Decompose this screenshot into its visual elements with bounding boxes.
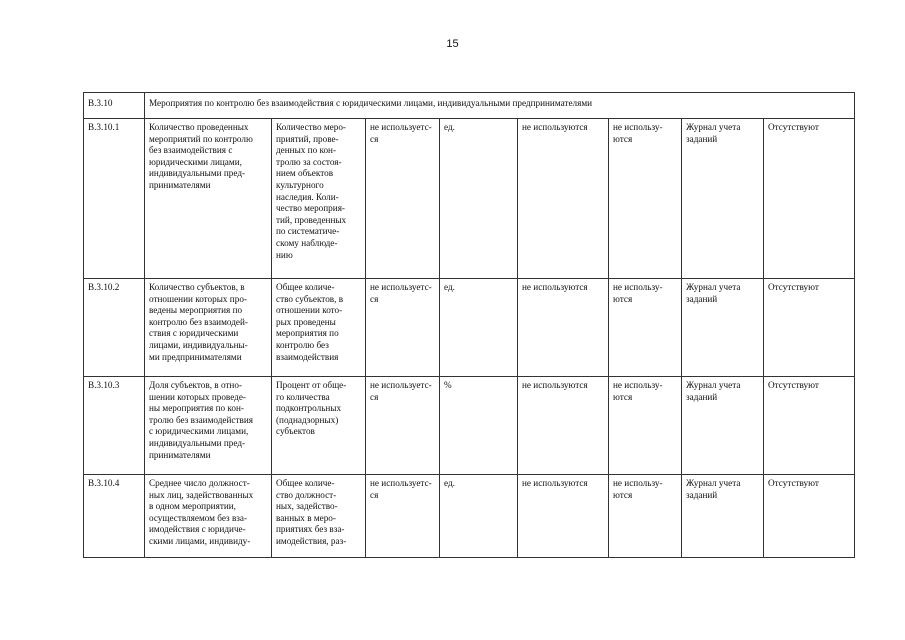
indicator-definition: Общее количе- ство должност- ных, задейство- ванных в меро- приятиях без вза- имодействия, раз- <box>272 475 366 558</box>
methodology-cell: не используются <box>518 279 609 377</box>
row-code: В.3.10.3 <box>84 377 145 475</box>
data-source-cell: Журнал учета заданий <box>682 475 764 558</box>
limits-cell: не использу- ются <box>609 377 682 475</box>
limits-cell: не использу- ются <box>609 279 682 377</box>
row-code: В.3.10.2 <box>84 279 145 377</box>
notes-cell: Отсутствуют <box>764 119 855 279</box>
table-row <box>84 279 855 377</box>
indicator-name: Доля субъектов, в отно- шении которых проведе- ны мероприятия по кон- тролю без взаимодействия с юридическими лицами, индивидуальными пред- принимателями <box>145 377 272 475</box>
section-header-row <box>84 93 855 119</box>
methodology-cell: не используются <box>518 119 609 279</box>
table-row <box>84 475 855 558</box>
unit-cell: % <box>440 377 518 475</box>
indicator-table <box>83 92 855 558</box>
indicator-definition: Количество меро- приятий, прове- денных по кон- тролю за состоя- нием объектов культурного наследия. Коли- чество мероприя- тий, проведенных по систематиче- скому наблюде- нию <box>272 119 366 279</box>
indicator-name: Количество проведенных мероприятий по контролю без взаимодействия с юридическими лицами, индивидуальными пред- принимателями <box>145 119 272 279</box>
limits-cell: не использу- ются <box>609 119 682 279</box>
notes-cell: Отсутствуют <box>764 279 855 377</box>
formula-cell: не используетс- ся <box>366 119 440 279</box>
methodology-cell: не используются <box>518 475 609 558</box>
unit-cell: ед. <box>440 119 518 279</box>
row-code: В.3.10.4 <box>84 475 145 558</box>
methodology-cell: не используются <box>518 377 609 475</box>
data-source-cell: Журнал учета заданий <box>682 119 764 279</box>
row-code: В.3.10.1 <box>84 119 145 279</box>
notes-cell: Отсутствуют <box>764 475 855 558</box>
indicator-name: Количество субъектов, в отношении которых про- ведены мероприятия по контролю без взаимодей- ствия с юридическими лицами, индивидуальны- ми предпринимателями <box>145 279 272 377</box>
formula-cell: не используетс- ся <box>366 377 440 475</box>
indicator-name: Среднее число должност- ных лиц, задействованных в одном мероприятии, осуществляемом без вза- имодействия с юридиче- скими лицами, индивиду- <box>145 475 272 558</box>
indicator-definition: Процент от обще- го количества подконтрольных (поднадзорных) субъектов <box>272 377 366 475</box>
table-row <box>84 377 855 475</box>
indicator-definition: Общее количе- ство субъектов, в отношении кото- рых проведены мероприятия по контролю без взаимодействия <box>272 279 366 377</box>
limits-cell: не использу- ются <box>609 475 682 558</box>
unit-cell: ед. <box>440 279 518 377</box>
formula-cell: не используетс- ся <box>366 475 440 558</box>
page-number: 15 <box>446 38 459 50</box>
formula-cell: не используетс- ся <box>366 279 440 377</box>
section-code: В.3.10 <box>84 93 145 119</box>
section-title: Мероприятия по контролю без взаимодействия с юридическими лицами, индивидуальными предпринимателями <box>145 93 855 119</box>
data-source-cell: Журнал учета заданий <box>682 377 764 475</box>
unit-cell: ед. <box>440 475 518 558</box>
data-source-cell: Журнал учета заданий <box>682 279 764 377</box>
notes-cell: Отсутствуют <box>764 377 855 475</box>
table-row <box>84 119 855 279</box>
